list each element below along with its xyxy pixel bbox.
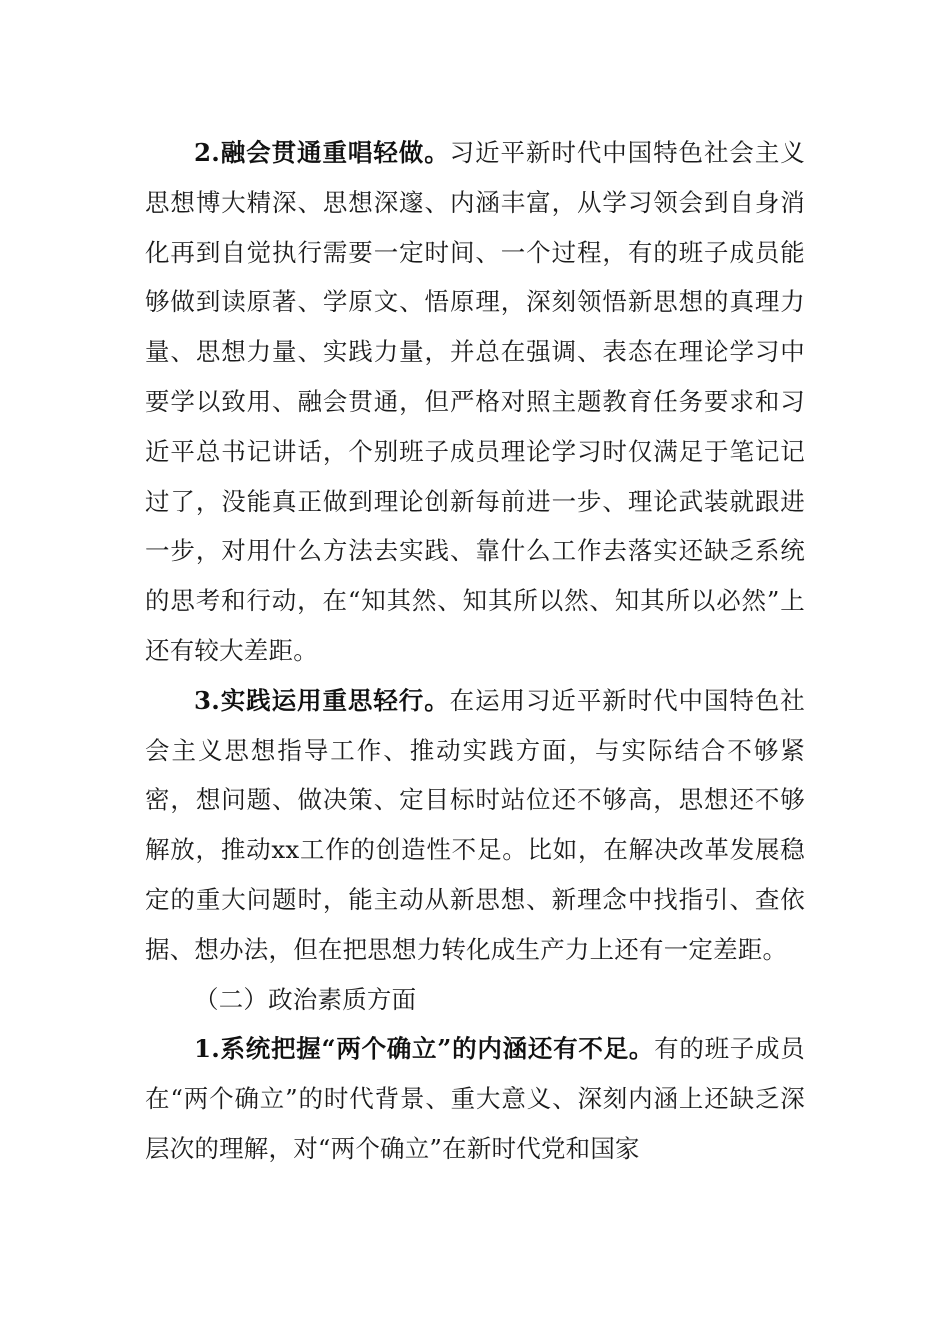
paragraph-text: 在运用习近平新时代中国特色社会主义思想指导工作、推动实践方面，与实际结合不够紧密，想问题、做决策、定目标时站位还不够高，思想还不够解放，推动xx工作的创造性不足。比如，在解决改革发展稳定的重大问题时，能主动从新思想、新理念中找指引、查依据、想办法，但在把思想力转化成生产力上还有一定差距。 bbox=[145, 685, 805, 964]
paragraph-integration bbox=[145, 128, 805, 676]
document-body bbox=[145, 128, 805, 1174]
paragraph-two-establishments bbox=[145, 1024, 805, 1173]
paragraph-text: 有的班子成员在“两个确立”的时代背景、重大意义、深刻内涵上还缺乏深层次的理解，对“两个确立”在新时代党和国家 bbox=[145, 1034, 805, 1163]
paragraph-text: 习近平新时代中国特色社会主义思想博大精深、思想深邃、内涵丰富，从学习领会到自身消化再到自觉执行需要一定时间、一个过程，有的班子成员能够做到读原著、学原文、悟原理，深刻领悟新思想的真理力量、思想力量、实践力量，并总在强调、表态在理论学习中要学以致用、融会贯通，但严格对照主题教育任务要求和习近平总书记讲话，个别班子成员理论学习时仅满足于笔记记过了，没能真正做到理论创新每前进一步、理论武装就跟进一步，对用什么方法去实践、靠什么工作去落实还缺乏系统的思考和行动，在“知其然、知其所以然、知其所以必然”上还有较大差距。 bbox=[145, 138, 805, 665]
section-title: （二）政治素质方面 bbox=[194, 984, 417, 1014]
paragraph-heading: 1.系统把握“两个确立”的内涵还有不足。 bbox=[194, 1034, 655, 1064]
paragraph-heading: 3.实践运用重思轻行。 bbox=[194, 685, 450, 715]
paragraph-practice bbox=[145, 676, 805, 975]
paragraph-heading: 2.融会贯通重唱轻做。 bbox=[194, 138, 450, 167]
